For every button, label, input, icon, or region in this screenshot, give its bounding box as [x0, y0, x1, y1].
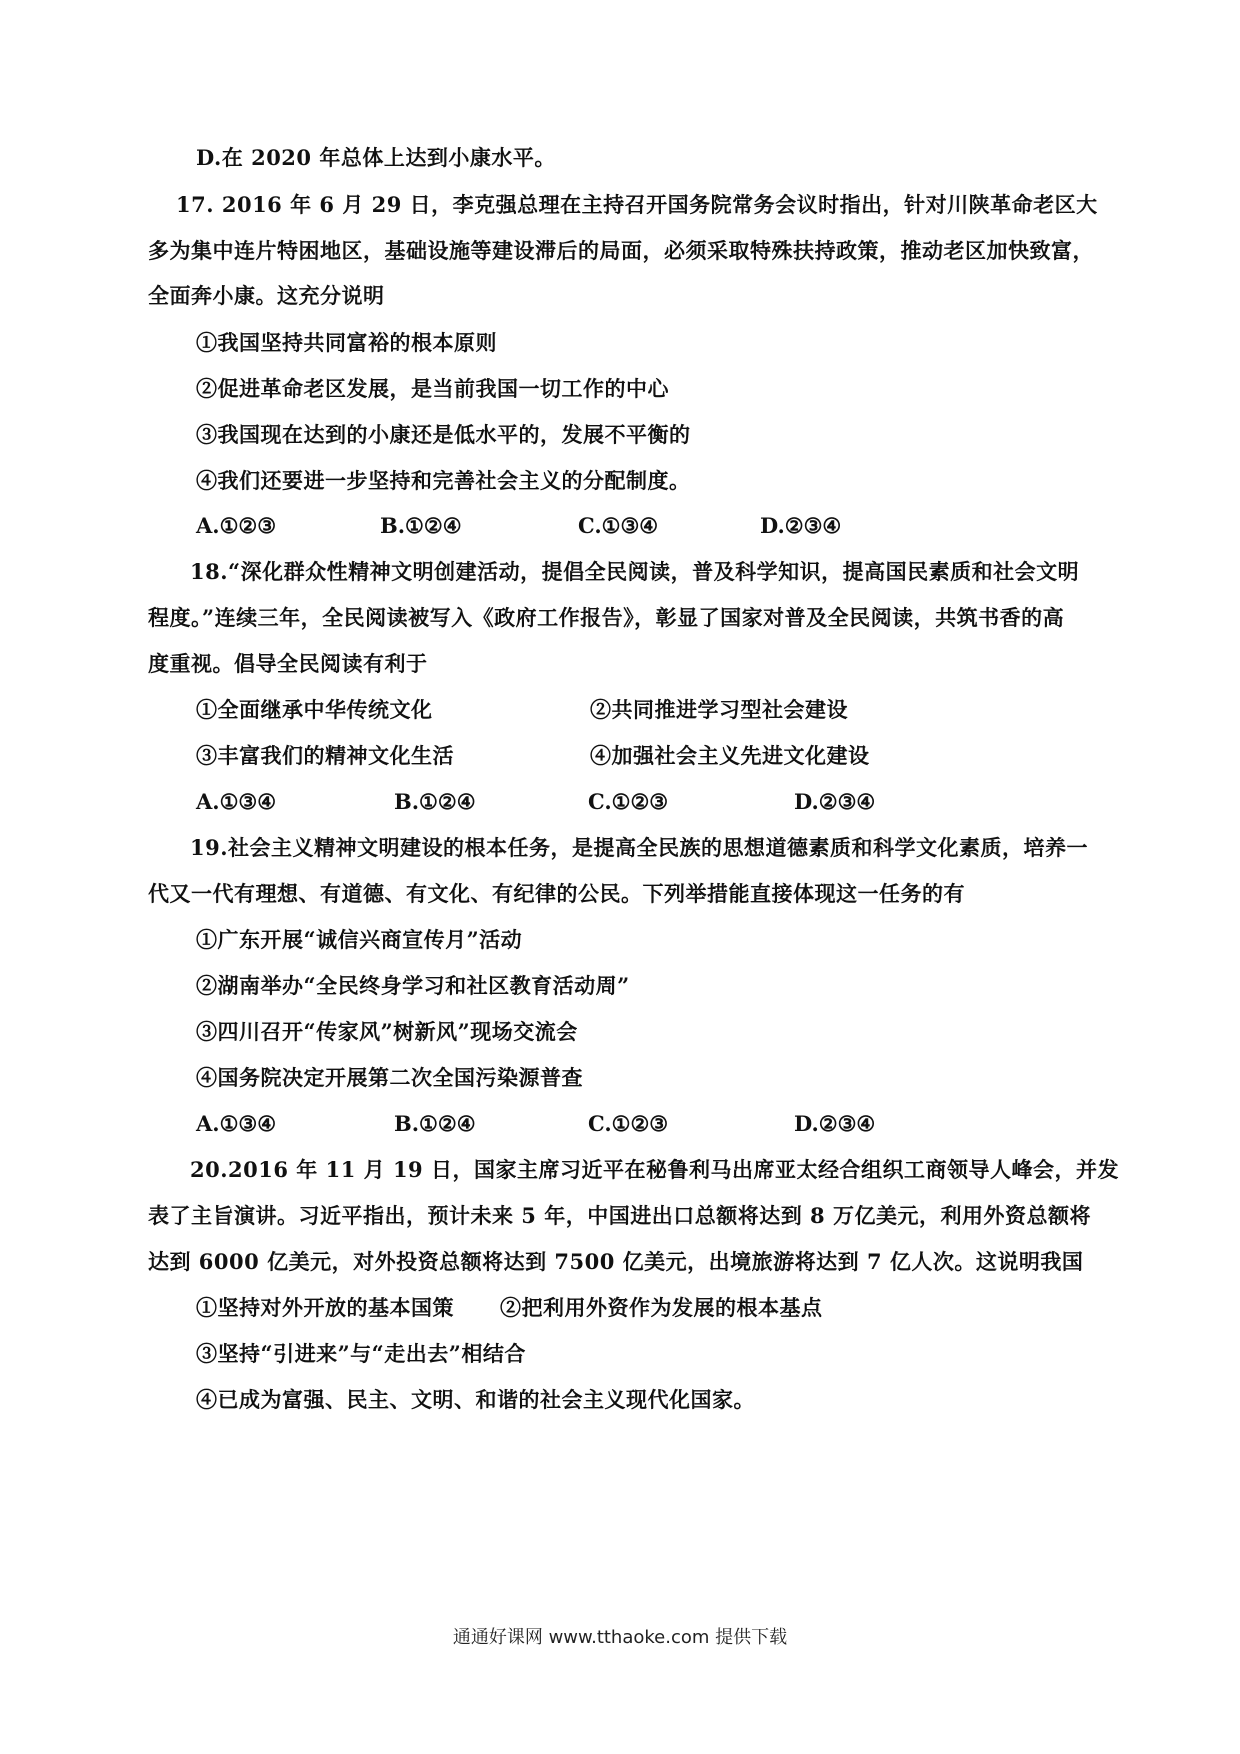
q17-item-3: ③我国现在达到的小康还是低水平的，发展不平衡的: [196, 422, 691, 447]
q17-item-4: ④我们还要进一步坚持和完善社会主义的分配制度。: [196, 468, 691, 493]
q18-stem-line-2: 程度。”连续三年，全民阅读被写入《政府工作报告》，彰显了国家对普及全民阅读，共筑书香的高: [148, 605, 1065, 630]
q19-option-d: D.②③④: [794, 1111, 876, 1136]
q18-item-1: ①全面继承中华传统文化: [196, 697, 433, 722]
q17-option-b: B.①②④: [380, 513, 462, 538]
q18-stem-line-1: 18.“深化群众性精神文明创建活动，提倡全民阅读，普及科学知识，提高国民素质和社会文明: [190, 559, 1080, 584]
q18-stem-line-3: 度重视。倡导全民阅读有利于: [148, 651, 428, 676]
q17-item-2: ②促进革命老区发展，是当前我国一切工作的中心: [196, 376, 669, 401]
q17-option-c: C.①③④: [578, 513, 659, 538]
q18-item-4: ④加强社会主义先进文化建设: [590, 743, 870, 768]
q18-option-c: C.①②③: [588, 789, 669, 814]
q17-stem-line-1: 17. 2016 年 6 月 29 日，李克强总理在主持召开国务院常务会议时指出，针对川陕革命老区大: [176, 192, 1098, 217]
q18-item-3: ③丰富我们的精神文化生活: [196, 743, 454, 768]
q17-stem-line-2: 多为集中连片特困地区，基础设施等建设滞后的局面，必须采取特殊扶持政策，推动老区加快致富，: [148, 238, 1094, 263]
q19-option-b: B.①②④: [394, 1111, 476, 1136]
q18-option-a: A.①③④: [196, 789, 277, 814]
q20-item-1: ①坚持对外开放的基本国策: [196, 1295, 454, 1320]
q20-stem-line-2: 表了主旨演讲。习近平指出，预计未来 5 年，中国进出口总额将达到 8 万亿美元，利用外资总额将: [148, 1203, 1091, 1228]
q19-option-a: A.①③④: [196, 1111, 277, 1136]
q17-stem-line-3: 全面奔小康。这充分说明: [148, 283, 385, 308]
q19-option-c: C.①②③: [588, 1111, 669, 1136]
q18-item-2: ②共同推进学习型社会建设: [590, 697, 848, 722]
q18-option-b: B.①②④: [394, 789, 476, 814]
q19-stem-line-1: 19.社会主义精神文明建设的根本任务，是提高全民族的思想道德素质和科学文化素质，培养一: [190, 835, 1089, 860]
q19-item-1: ①广东开展“诚信兴商宣传月”活动: [196, 927, 523, 952]
page-footer: 通通好课网 www.tthaoke.com 提供下载: [452, 1627, 788, 1648]
q17-option-d: D.②③④: [760, 513, 842, 538]
q19-item-3: ③四川召开“传家风”树新风”现场交流会: [196, 1019, 578, 1044]
q20-stem-line-1: 20.2016 年 11 月 19 日，国家主席习近平在秘鲁利马出席亚太经合组织工商领导人峰会，并发: [190, 1157, 1119, 1182]
q20-item-2: ②把利用外资作为发展的根本基点: [500, 1295, 823, 1320]
q18-option-d: D.②③④: [794, 789, 876, 814]
q17-item-1: ①我国坚持共同富裕的根本原则: [196, 330, 497, 355]
q20-item-3: ③坚持“引进来”与“走出去”相结合: [196, 1341, 526, 1366]
q19-item-2: ②湖南举办“全民终身学习和社区教育活动周”: [196, 973, 630, 998]
q20-item-4: ④已成为富强、民主、文明、和谐的社会主义现代化国家。: [196, 1387, 755, 1412]
q19-stem-line-2: 代又一代有理想、有道德、有文化、有纪律的公民。下列举措能直接体现这一任务的有: [148, 881, 965, 906]
q19-item-4: ④国务院决定开展第二次全国污染源普查: [196, 1065, 583, 1090]
q20-stem-line-3: 达到 6000 亿美元，对外投资总额将达到 7500 亿美元，出境旅游将达到 7 亿人次。这说明我国: [148, 1249, 1084, 1274]
q17-option-a: A.①②③: [196, 513, 277, 538]
q16-option-d: D.在 2020 年总体上达到小康水平。: [196, 145, 556, 170]
